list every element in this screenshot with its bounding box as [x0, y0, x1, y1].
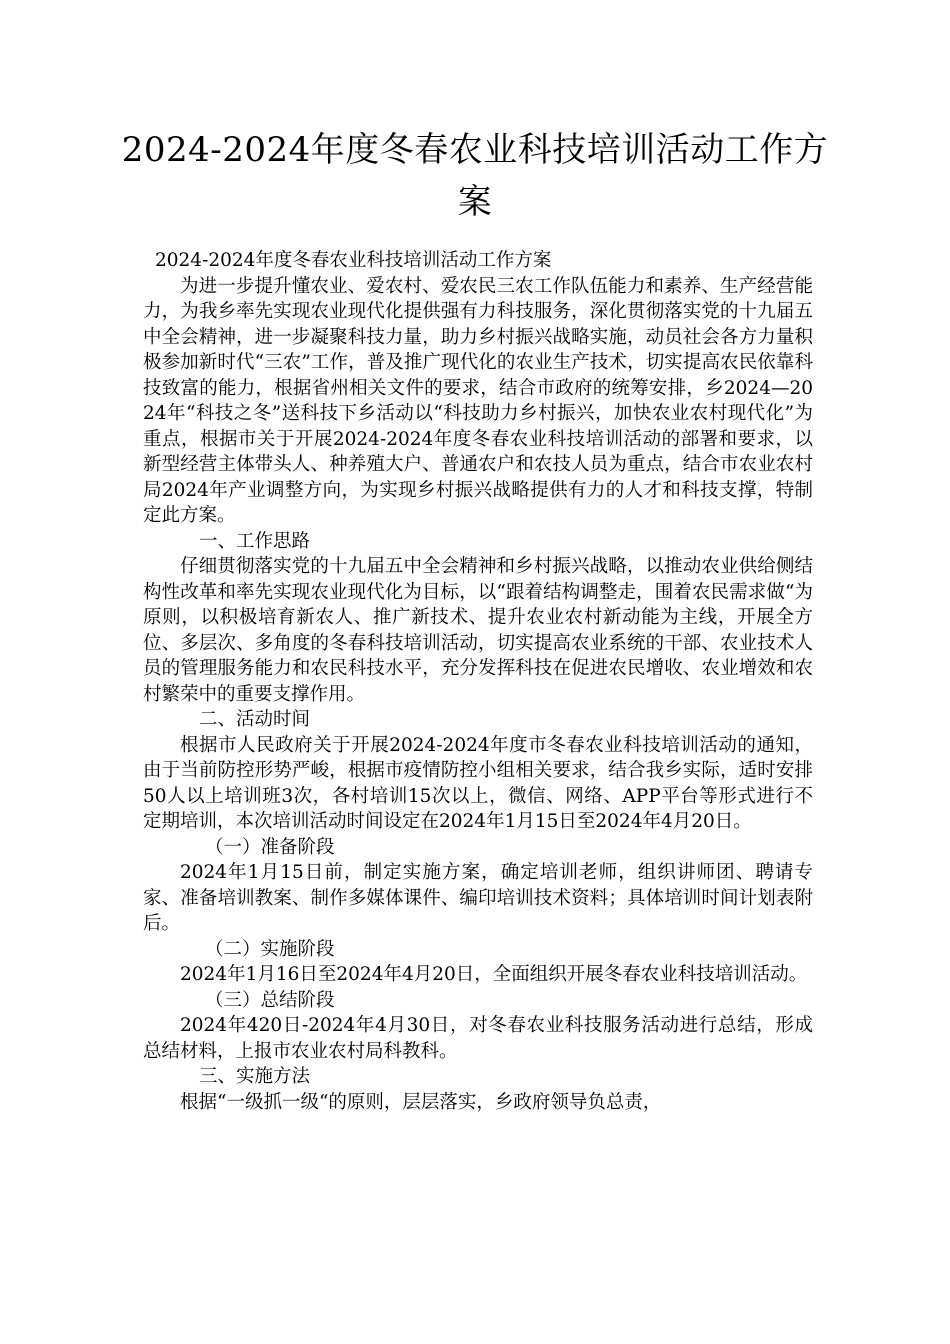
- document-body: [143, 248, 813, 1115]
- intro-paragraph: 为进一步提升懂农业、爱农村、爱农民三农工作队伍能力和素养、生产经营能力，为我乡率先实现农业现代化提供强有力科技服务，深化贯彻落实党的十九届五中全会精神，进一步凝聚科技力量，助力乡村振兴战略实施，动员社会各方力量积极参加新时代“三农”工作，普及推广现代化的农业生产技术，切实提高农民依靠科技致富的能力，根据省州相关文件的要求，结合市政府的统筹安排，乡2024—2024年“科技之冬”送科技下乡活动以“科技助力乡村振兴，加快农业农村现代化”为重点，根据市关于开展2024-2024年度冬春农业科技培训活动的部署和要求，以新型经营主体带头人、种养殖大户、普通农户和农技人员为重点，结合市农业农村局2024年产业调整方向，为实现乡村振兴战略提供有力的人才和科技支撑，特制定此方案。: [143, 275, 813, 526]
- document-subtitle: 2024-2024年度冬春农业科技培训活动工作方案: [155, 250, 552, 271]
- subsection-heading-implementation: （二）实施阶段: [205, 938, 335, 960]
- document-title: 2024-2024年度冬春农业科技培训活动工作方案: [121, 130, 829, 222]
- summary-paragraph: 2024年420日-2024年4月30日，对冬春农业科技服务活动进行总结，形成总结材料，上报市农业农村局科教科。: [143, 1015, 813, 1062]
- activity-time-paragraph: 根据市人民政府关于开展2024-2024年度市冬春农业科技培训活动的通知，由于当前防控形势严峻，根据市疫情防控小组相关要求，结合我乡实际，适时安排50人以上培训班3次，各村培训15次以上，微信、网络、APP平台等形式进行不定期培训，本次培训活动时间设定在2024年1月15日至2024年4月20日。: [143, 734, 813, 832]
- preparation-paragraph: 2024年1月15日前，制定实施方案，确定培训老师，组织讲师团、聘请专家、准备培训教案、制作多媒体课件、编印培训技术资料；具体培训时间计划表附后。: [143, 862, 813, 934]
- subsection-heading-summary: （三）总结阶段: [205, 989, 335, 1011]
- work-ideas-paragraph: 仔细贯彻落实党的十九届五中全会精神和乡村振兴战略，以推动农业供给侧结构性改革和率先实现农业现代化为目标，以“跟着结构调整走，围着农民需求做“为原则，以积极培育新农人、推广新技术、提升农业农村新动能为主线，开展全方位、多层次、多角度的冬春科技培训活动，切实提高农业系统的干部、农业技术人员的管理服务能力和农民科技水平，充分发挥科技在促进农民增收、农业增效和农村繁荣中的重要支撑作用。: [143, 556, 813, 705]
- section-heading-activity-time: 二、活动时间: [199, 709, 311, 730]
- implementation-paragraph: 2024年1月16日至2024年4月20日，全面组织开展冬春农业科技培训活动。: [180, 964, 808, 985]
- subsection-heading-preparation: （一）准备阶段: [205, 836, 335, 858]
- section-heading-implementation-method: 三、实施方法: [199, 1066, 311, 1087]
- section-heading-work-ideas: 一、工作思路: [199, 530, 311, 552]
- implementation-method-paragraph: 根据“一级抓一级“的原则，层层落实，乡政府领导负总责，: [180, 1091, 662, 1113]
